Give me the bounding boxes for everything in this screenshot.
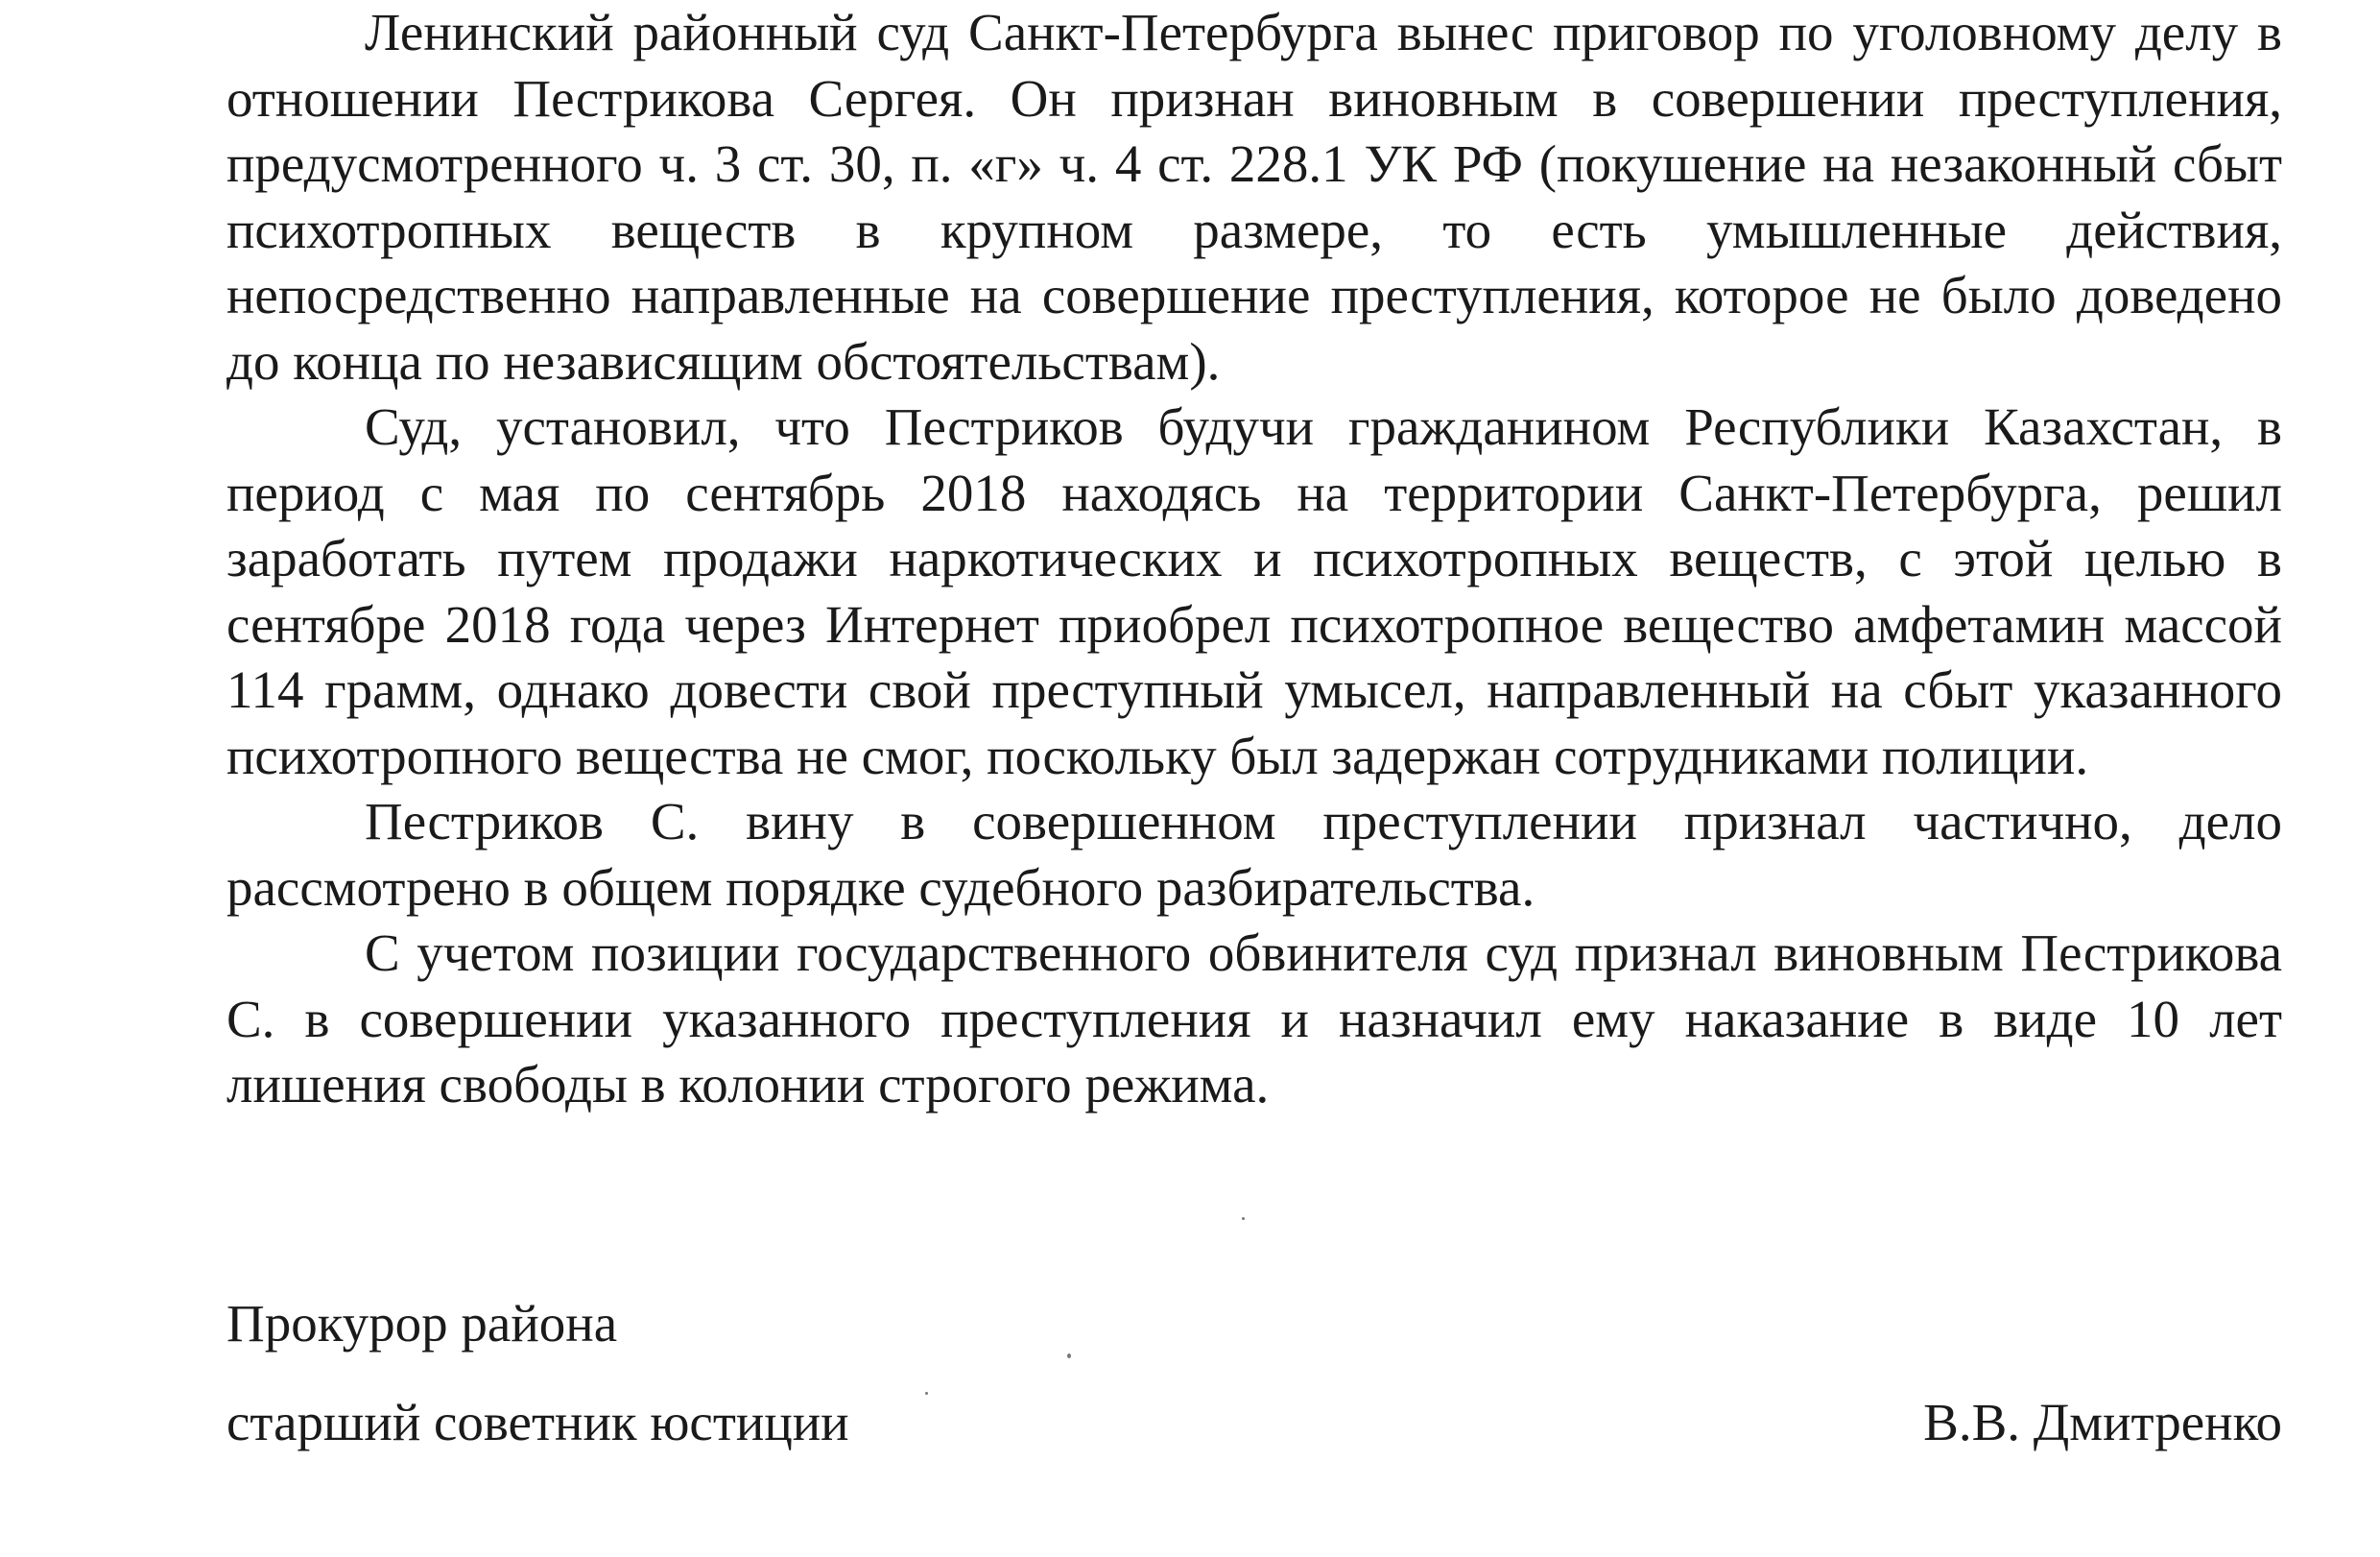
signature-position-line2: старший советник юстиции (226, 1393, 849, 1451)
paragraph-plea: Пестриков С. вину в совершенном преступлении признал частично, дело рассмотрено в общем порядке судебного разбирательства. (226, 792, 2282, 917)
signature-position-line1: Прокурор района (226, 1294, 618, 1353)
document-body (226, 0, 2282, 1118)
paragraph-sentence: С учетом позиции государственного обвинителя суд признал виновным Пестрикова С. в совершении указанного преступления и назначил ему наказание в виде 10 лет лишения свободы в колонии строгого режима. (226, 923, 2282, 1114)
scan-speck (1242, 1217, 1245, 1220)
paragraph-verdict: Ленинский районный суд Санкт-Петербурга вынес приговор по уголовному делу в отношении Пестрикова Сергея. Он признан виновным в совершении преступления, предусмотренного ч. 3 ст. 30, п. «г» ч. 4 ст. 228.1 УК РФ (покушение на незаконный сбыт психотропных веществ в крупном размере, то есть умышленные действия, непосредственно направленные на совершение преступления, которое не было доведено до конца по независящим обстоятельствам). (226, 3, 2282, 391)
signature-block (226, 1390, 2282, 1455)
scan-speck (1067, 1353, 1071, 1358)
signature-name: В.В. Дмитренко (1923, 1393, 2282, 1451)
scan-speck (925, 1392, 928, 1395)
paragraph-facts: Суд, установил, что Пестриков будучи гражданином Республики Казахстан, в период с мая по сентябрь 2018 находясь на территории Санкт-Петербурга, решил заработать путем продажи наркотических и психотропных веществ, с этой целью в сентябре 2018 года через Интернет приобрел психотропное вещество амфетамин массой 114 грамм, однако довести свой преступный умысел, направленный на сбыт указанного психотропного вещества не смог, поскольку был задержан сотрудниками полиции. (226, 397, 2282, 785)
